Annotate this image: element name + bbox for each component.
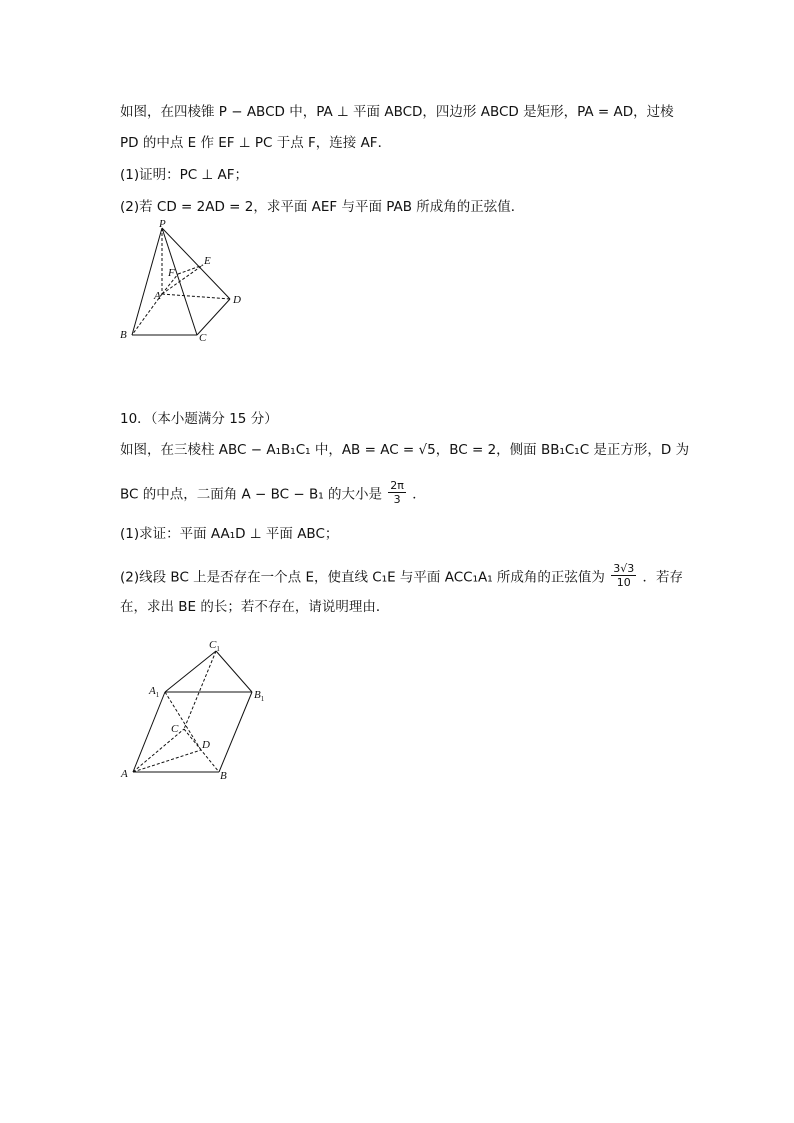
problem10-line2-suffix: ． xyxy=(412,486,426,503)
problem9-statement-line2: PD 的中点 E 作 EF ⊥ PC 于点 F，连接 AF． xyxy=(120,135,392,151)
problem9-statement-line1: 如图，在四棱锥 P − ABCD 中，PA ⊥ 平面 ABCD，四边形 ABCD 是矩形，PA = AD，过棱 xyxy=(120,104,674,120)
fraction-denominator: 10 xyxy=(616,576,631,589)
problem10-statement-line1: 如图，在三棱柱 ABC − A₁B₁C₁ 中，AB = AC = √5，BC = 2，侧面 BB₁C₁C 是正方形，D 为 xyxy=(120,442,690,458)
label-C: C xyxy=(171,723,179,735)
problem10-statement-line2 xyxy=(120,481,426,508)
problem10-line2-prefix: BC 的中点，二面角 A − BC − B₁ 的大小是 xyxy=(120,486,382,503)
label-A: A xyxy=(154,290,161,302)
problem9-question2: (2)若 CD = 2AD = 2，求平面 AEF 与平面 PAB 所成角的正弦值． xyxy=(120,199,525,215)
label-A1: $A_1$ xyxy=(149,685,160,699)
problem10-question2-line2: 在，求出 BE 的长；若不存在，请说明理由． xyxy=(120,599,390,615)
fraction-denominator: 3 xyxy=(393,493,401,506)
problem10-q2-prefix: (2)线段 BC 上是否存在一个点 E，使直线 C₁E 与平面 ACC₁A₁ 所成角的正弦值为 xyxy=(120,569,605,586)
label-B: B xyxy=(220,770,227,782)
label-D: D xyxy=(233,294,241,306)
problem10-question2-line1 xyxy=(120,564,683,591)
label-F: F xyxy=(168,267,175,279)
problem10-header: 10．（本小题满分 15 分） xyxy=(120,411,278,427)
fraction-numerator: 2π xyxy=(390,479,404,492)
label-B: B xyxy=(120,329,127,341)
label-E: E xyxy=(204,255,211,267)
label-C: C xyxy=(199,332,207,344)
problem10-q2-suffix: ．若存 xyxy=(642,569,684,586)
label-C1: $C_1$ xyxy=(209,639,220,653)
label-D: D xyxy=(202,739,210,751)
fraction-numerator: 3√3 xyxy=(613,562,635,575)
problem10-question1: (1)求证：平面 AA₁D ⊥ 平面 ABC； xyxy=(120,526,339,542)
label-A: A xyxy=(121,768,128,780)
label-P: P xyxy=(159,218,166,230)
fraction-3root3-over-10 xyxy=(611,562,636,589)
problem9-question1: (1)证明：PC ⊥ AF； xyxy=(120,167,249,183)
prism-figure xyxy=(115,632,285,787)
label-B1: $B_1$ xyxy=(254,689,265,703)
fraction-2pi-over-3 xyxy=(388,479,406,506)
pyramid-figure xyxy=(110,218,260,348)
